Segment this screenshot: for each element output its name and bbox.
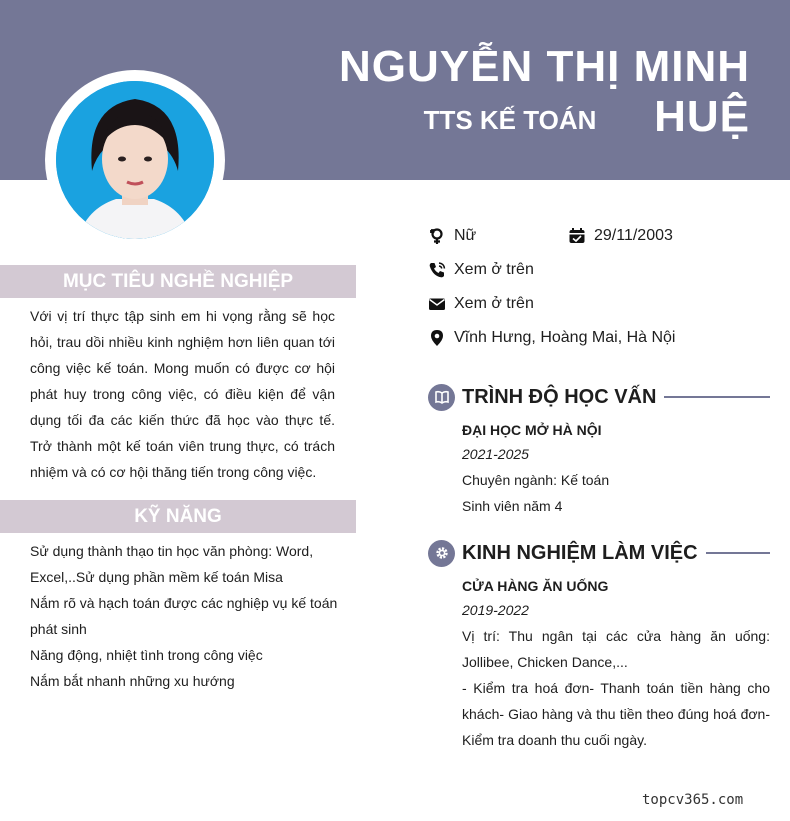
education-year: Sinh viên năm 4 xyxy=(462,498,563,514)
phone-value: Xem ở trên xyxy=(454,261,534,278)
heading-divider xyxy=(664,396,770,398)
skill-item: phát sinh xyxy=(30,621,87,637)
gender-icon xyxy=(428,227,446,245)
education-major: Chuyên ngành: Kế toán xyxy=(462,472,610,488)
portrait-photo xyxy=(56,81,214,239)
experience-duties: - Kiểm tra hoá đơn- Thanh toán tiền hàng cho khách- Giao hàng và thu tiền theo đúng hoá đơn- Kiểm tra doanh thu cuối ngày. xyxy=(462,680,770,748)
school-name: ĐẠI HỌC MỞ HÀ NỘI xyxy=(462,422,602,438)
experience-position: Vị trí: Thu ngân tại các cửa hàng ăn uống: Jollibee, Chicken Dance,... xyxy=(462,628,770,670)
experience-entry xyxy=(462,573,770,753)
company-name: CỬA HÀNG ĂN UỐNG xyxy=(462,578,609,594)
phone-icon xyxy=(428,261,446,279)
mail-icon xyxy=(428,295,446,313)
objective-text: Với vị trí thực tập sinh em hi vọng rằng sẽ học hỏi, trau dồi nhiều kinh nghiệm hơn liên quan tới công việc kế toán. Mong muốn có được cơ hội phát huy trong công việc, có điều kiện để vận dụng tối đa các kiến thức đã học vào thực tế. Trở thành một kế toán viên trung thực, có trách nhiệm và có cơ hội thăng tiến trong công việc. xyxy=(30,308,335,480)
skill-item: Nắm bắt nhanh những xu hướng xyxy=(30,673,235,689)
watermark: topcv365.com xyxy=(642,792,744,808)
location-pin-icon xyxy=(428,329,446,347)
candidate-name: NGUYỄN THỊ MINH HUỆ xyxy=(339,42,750,141)
job-title: TTS KẾ TOÁN xyxy=(423,105,597,135)
education-title: TRÌNH ĐỘ HỌC VẤN xyxy=(462,385,657,408)
experience-heading xyxy=(428,538,770,568)
gear-icon xyxy=(428,540,455,567)
skills-list xyxy=(30,538,340,694)
education-heading xyxy=(428,382,770,412)
skills-heading: KỸ NĂNG xyxy=(0,500,356,533)
birthday-row xyxy=(568,224,673,248)
book-icon xyxy=(428,384,455,411)
gender-row xyxy=(428,224,476,248)
phone-row xyxy=(428,258,534,282)
education-period: 2021-2025 xyxy=(462,446,529,462)
address-value: Vĩnh Hưng, Hoàng Mai, Hà Nội xyxy=(454,329,676,346)
birthday-value: 29/11/2003 xyxy=(594,227,673,244)
calendar-icon xyxy=(568,227,586,245)
education-entry xyxy=(462,417,770,519)
gender-value: Nữ xyxy=(454,227,477,244)
skill-item: Năng động, nhiệt tình trong công việc xyxy=(30,647,263,663)
address-row xyxy=(428,326,675,350)
experience-period: 2019-2022 xyxy=(462,602,529,618)
skill-item: Excel,..Sử dụng phần mềm kế toán Misa xyxy=(30,569,283,585)
skill-item: Sử dụng thành thạo tin học văn phòng: Word, xyxy=(30,543,314,559)
heading-divider xyxy=(706,552,770,554)
experience-title: KINH NGHIỆM LÀM VIỆC xyxy=(462,541,698,564)
objective-heading: MỤC TIÊU NGHỀ NGHIỆP xyxy=(0,265,356,298)
skill-item: Nắm rõ và hạch toán được các nghiệp vụ kế toán xyxy=(30,595,338,611)
email-value: Xem ở trên xyxy=(454,295,534,312)
email-row xyxy=(428,292,534,316)
